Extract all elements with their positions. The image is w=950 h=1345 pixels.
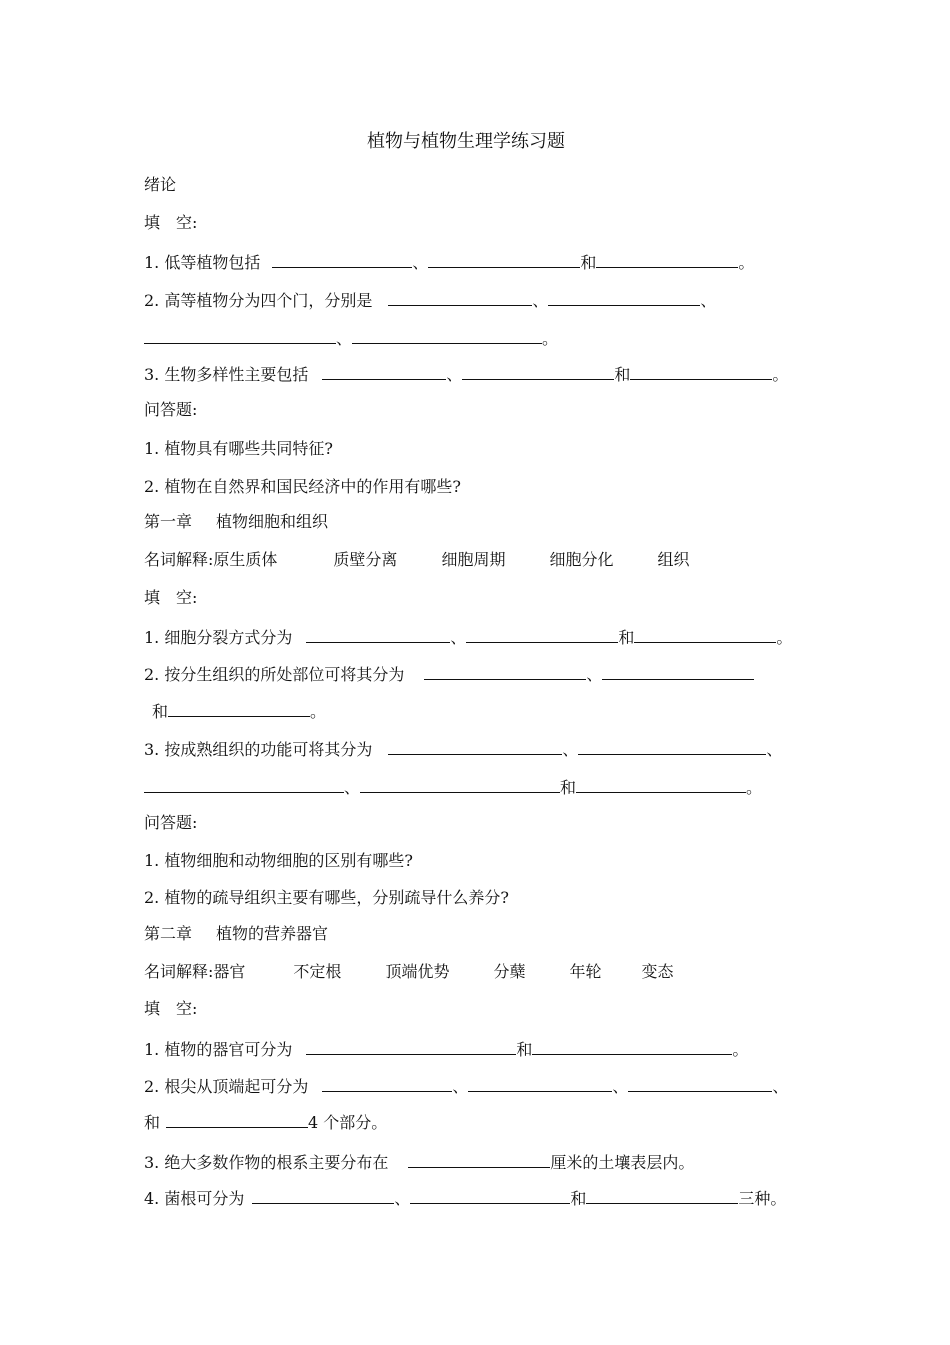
text-fragment: 、 [412,253,429,272]
answer-blank-line [408,1151,550,1168]
answer-blank-line [388,738,562,755]
answer-blank-line [468,1075,612,1092]
text-fragment: 。 [732,1040,749,1059]
text-fragment: 1. 植物的器官可分为 [144,1040,293,1059]
question-ch2-fill-4 [144,1187,786,1209]
question-intro-fill-2-cont [144,327,558,349]
qa-ch1-2: 2. 植物的疏导组织主要有哪些，分别疏导什么养分? [144,888,509,907]
question-intro-fill-2 [144,289,716,311]
answer-blank-line [548,289,700,306]
answer-blank-line [306,1038,516,1055]
term: 变态 [641,962,674,981]
question-ch2-fill-2 [144,1075,788,1097]
answer-blank-line [602,663,754,680]
text-fragment: 、 [612,1077,629,1096]
text-fragment: 三种。 [738,1189,787,1208]
chapter-1-heading [144,512,328,532]
answer-blank-line [388,289,532,306]
question-ch2-fill-3 [144,1151,694,1173]
text-fragment: 1. 低等植物包括 [144,253,261,272]
text-fragment: 植物的营养器官 [216,924,329,943]
text-fragment: 4. 菌根可分为 [144,1189,245,1208]
chapter-1-terms [144,550,689,570]
text-fragment: 。 [746,778,763,797]
answer-blank-line [630,363,772,380]
answer-blank-line [272,251,412,268]
question-ch2-fill-2-cont [144,1111,387,1133]
question-ch1-fill-2-cont [152,700,326,722]
term: 细胞周期 [441,550,506,569]
answer-blank-line [144,327,336,344]
text-fragment: 、 [532,291,549,310]
answer-blank-line [634,626,776,643]
fill-label: 填 空: [144,588,198,607]
question-intro-fill-3 [144,363,788,385]
text-fragment: 、 [452,1077,469,1096]
qa-label: 问答题: [144,400,198,419]
text-fragment: 、 [446,365,463,384]
text-fragment: 、 [344,778,361,797]
term: 细胞分化 [549,550,614,569]
text-fragment: 3. 生物多样性主要包括 [144,365,309,384]
text-fragment: 、 [336,329,353,348]
section-heading-intro: 绪论 [144,175,177,194]
text-fragment: 。 [310,702,327,721]
text-fragment: 和 [516,1040,533,1059]
text-fragment: 3. 绝大多数作物的根系主要分布在 [144,1153,389,1172]
answer-blank-line [360,776,560,793]
text-fragment: 、 [450,628,467,647]
text-fragment: 1. 细胞分裂方式分为 [144,628,293,647]
answer-blank-line [144,776,344,793]
fill-label: 填 空: [144,213,198,232]
text-fragment: 和 [614,365,631,384]
question-ch2-fill-1 [144,1038,748,1060]
text-fragment: 第二章 [144,924,193,943]
answer-blank-line [322,363,446,380]
text-fragment: 、 [766,740,783,759]
answer-blank-line [462,363,614,380]
term: 年轮 [569,962,602,981]
question-ch1-fill-2 [144,663,754,685]
text-fragment: 。 [772,365,789,384]
term: 顶端优势 [385,962,450,981]
page-title: 植物与植物生理学练习题 [367,131,565,152]
answer-blank-line [306,626,450,643]
question-intro-fill-1 [144,251,754,273]
answer-blank-line [578,738,766,755]
text-fragment: 、 [772,1077,789,1096]
text-fragment: 、 [562,740,579,759]
text-fragment: 2. 高等植物分为四个门，分别是 [144,291,373,310]
answer-blank-line [596,251,738,268]
qa-ch1-1: 1. 植物细胞和动物细胞的区别有哪些? [144,851,413,870]
text-fragment: 和 [580,253,597,272]
answer-blank-line [532,1038,732,1055]
text-fragment: 。 [738,253,755,272]
term: 组织 [657,550,690,569]
answer-blank-line [410,1187,570,1204]
answer-blank-line [576,776,746,793]
text-fragment: 2. 按分生组织的所处部位可将其分为 [144,665,405,684]
chapter-2-terms [144,962,674,982]
term: 质壁分离 [333,550,398,569]
answer-blank-line [466,626,618,643]
term: 器官 [213,962,246,981]
text-fragment: 和 [152,702,169,721]
text-fragment: 名词解释: [144,550,214,569]
fill-label: 填 空: [144,999,198,1018]
chapter-2-heading [144,924,328,944]
term: 原生质体 [213,550,278,569]
qa-intro-2: 2. 植物在自然界和国民经济中的作用有哪些? [144,477,461,496]
question-ch1-fill-3-cont [144,776,762,798]
text-fragment: 和 [570,1189,587,1208]
text-fragment: 厘米的土壤表层内。 [550,1153,695,1172]
text-fragment: 和 [144,1113,161,1132]
qa-intro-1: 1. 植物具有哪些共同特征? [144,439,333,458]
question-ch1-fill-1 [144,626,792,648]
text-fragment: 植物细胞和组织 [216,512,329,531]
answer-blank-line [168,700,310,717]
answer-blank-line [322,1075,452,1092]
text-fragment: 、 [394,1189,411,1208]
answer-blank-line [424,663,586,680]
text-fragment: 名词解释: [144,962,214,981]
text-fragment: 第一章 [144,512,193,531]
term: 分蘖 [493,962,526,981]
text-fragment: 和 [618,628,635,647]
text-fragment: 和 [560,778,577,797]
text-fragment: 、 [700,291,717,310]
text-fragment: 4 个部分。 [308,1113,388,1132]
text-fragment: 。 [542,329,559,348]
answer-blank-line [428,251,580,268]
answer-blank-line [586,1187,738,1204]
term: 不定根 [293,962,342,981]
text-fragment: 。 [776,628,793,647]
answer-blank-line [352,327,542,344]
question-ch1-fill-3 [144,738,782,760]
answer-blank-line [166,1111,308,1128]
qa-label: 问答题: [144,813,198,832]
text-fragment: 、 [586,665,603,684]
text-fragment: 2. 根尖从顶端起可分为 [144,1077,309,1096]
text-fragment: 3. 按成熟组织的功能可将其分为 [144,740,373,759]
answer-blank-line [628,1075,772,1092]
answer-blank-line [252,1187,394,1204]
